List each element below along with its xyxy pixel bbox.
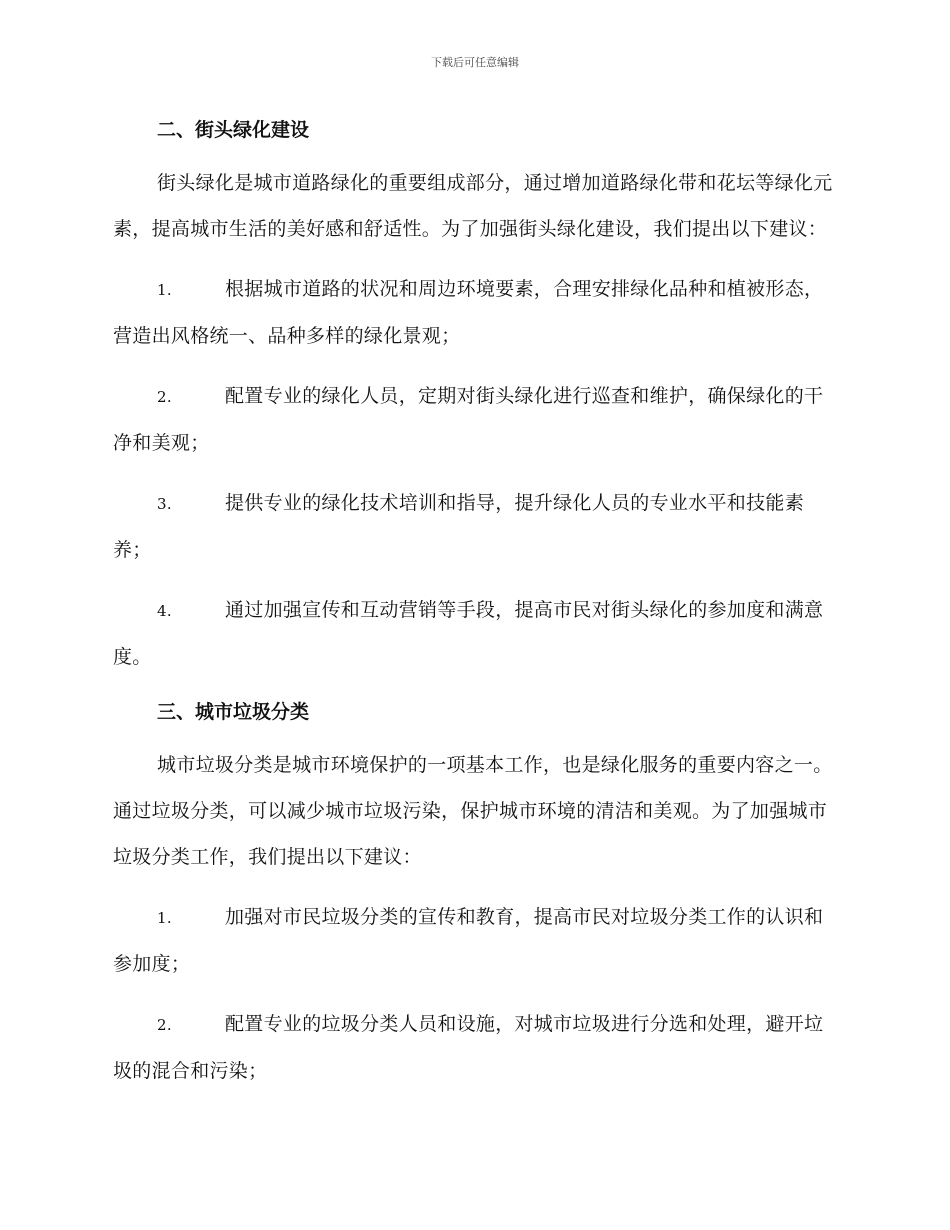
list-item-text: 通过加强宣传和互动营销等手段，提高市民对街头绿化的参加度和满意度。 bbox=[113, 599, 824, 668]
section-intro-paragraph: 城市垃圾分类是城市环境保护的一项基本工作，也是绿化服务的重要内容之一。通过垃圾分类，可以减少城市垃圾污染，保护城市环境的清洁和美观。为了加强城市垃圾分类工作，我们提出以下建议： bbox=[113, 754, 833, 868]
list-item-text: 配置专业的垃圾分类人员和设施，对城市垃圾进行分选和处理，避开垃圾的混合和污染； bbox=[113, 1013, 824, 1082]
list-item-text: 加强对市民垃圾分类的宣传和教育，提高市民对垃圾分类工作的认识和参加度； bbox=[113, 906, 824, 975]
document-body bbox=[113, 112, 835, 1094]
list-item bbox=[113, 266, 835, 359]
list-item-number: 3. bbox=[157, 495, 172, 513]
section-intro-paragraph: 街头绿化是城市道路绿化的重要组成部分，通过增加道路绿化带和花坛等绿化元素，提高城市生活的美好感和舒适性。为了加强街头绿化建设，我们提出以下建议： bbox=[113, 172, 833, 240]
list-item-number: 1. bbox=[157, 909, 172, 927]
list-item-number: 2. bbox=[157, 388, 172, 406]
list-item bbox=[113, 894, 835, 987]
section-heading-waste-sorting: 三、城市垃圾分类 bbox=[157, 701, 310, 723]
list-item-text: 根据城市道路的状况和周边环境要素，合理安排绿化品种和植被形态，营造出风格统一、品种多样的绿化景观； bbox=[113, 278, 824, 347]
list-item-text: 配置专业的绿化人员，定期对街头绿化进行巡查和维护，确保绿化的干净和美观； bbox=[113, 385, 824, 454]
list-item bbox=[113, 1001, 835, 1094]
list-item-number: 4. bbox=[157, 602, 172, 620]
list-item bbox=[113, 587, 835, 680]
list-item bbox=[113, 373, 835, 466]
page-header: 下载后可任意编辑 bbox=[431, 56, 519, 69]
list-item-number: 1. bbox=[157, 281, 172, 299]
list-item bbox=[113, 480, 835, 573]
section-heading-street-greening: 二、街头绿化建设 bbox=[157, 119, 310, 141]
list-item-number: 2. bbox=[157, 1016, 172, 1034]
list-item-text: 提供专业的绿化技术培训和指导，提升绿化人员的专业水平和技能素养； bbox=[113, 492, 805, 561]
